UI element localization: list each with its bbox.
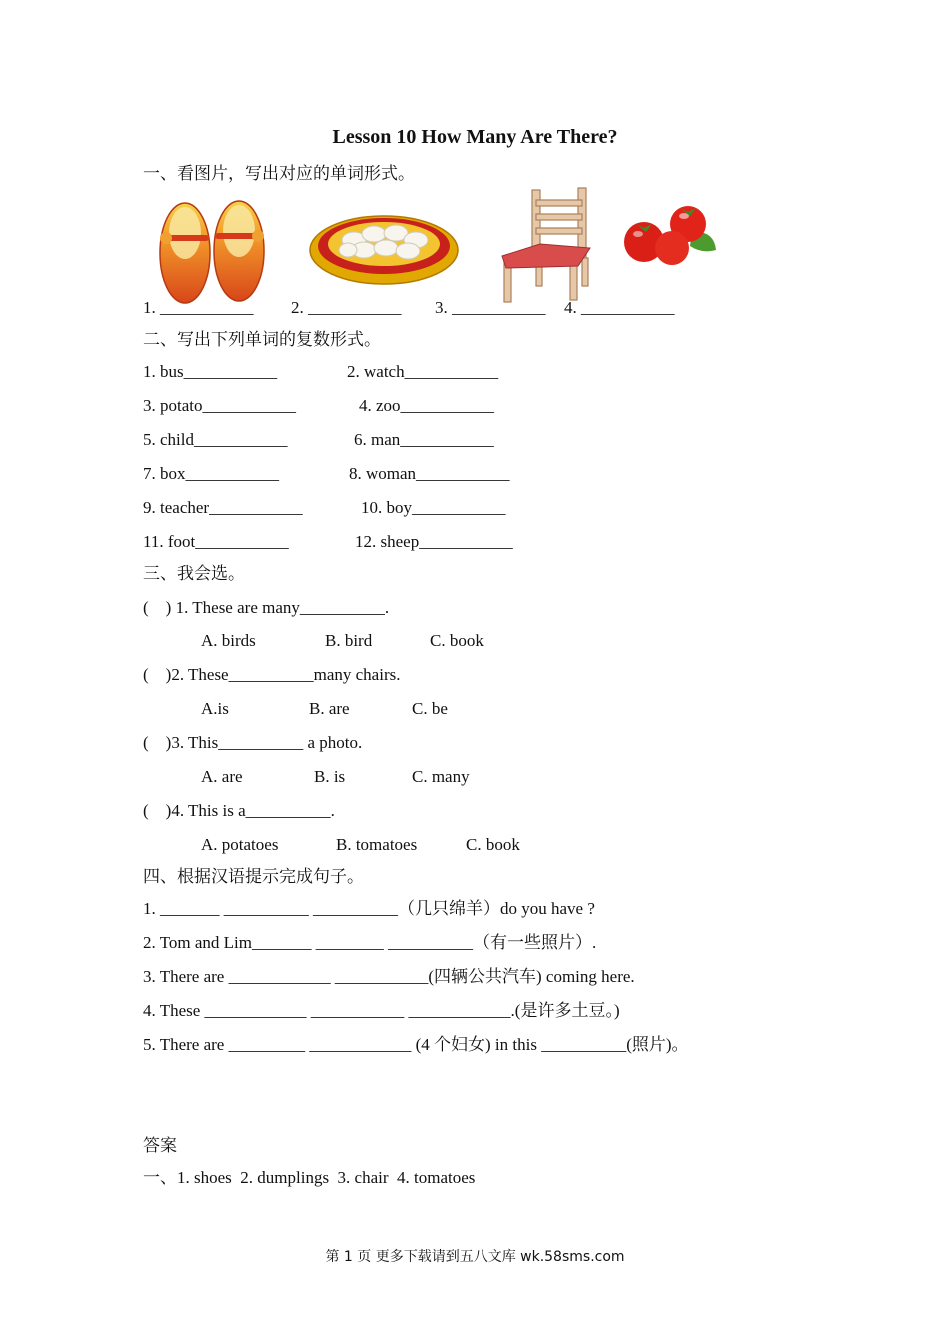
plural-item[interactable]: 5. child___________ [143, 430, 288, 449]
plural-item[interactable]: 6. man___________ [354, 430, 494, 449]
section2-heading: 二、写出下列单词的复数形式。 [143, 330, 381, 349]
section4-heading: 四、根据汉语提示完成句子。 [143, 867, 364, 886]
blank-2[interactable]: 2. ___________ [291, 298, 402, 317]
option[interactable]: A. potatoes [201, 835, 279, 854]
section3-heading: 三、我会选。 [143, 564, 245, 583]
question-stem[interactable]: ( ) 1. These are many__________. [143, 598, 390, 617]
page-footer: 第 1 页 更多下载请到五八文库 wk.58sms.com [325, 1249, 625, 1265]
plural-item[interactable]: 1. bus___________ [143, 362, 278, 381]
option[interactable]: B. tomatoes [336, 835, 418, 854]
question-stem[interactable]: ( )2. These__________many chairs. [143, 665, 401, 684]
sentence[interactable]: 3. There are ____________ ___________(四辆公共汽车) coming here. [143, 967, 635, 986]
option[interactable]: C. book [466, 835, 520, 854]
blank-4[interactable]: 4. ___________ [564, 298, 675, 317]
page-title: Lesson 10 How Many Are There? [332, 126, 618, 148]
sentence[interactable]: 1. _______ __________ __________（几只绵羊）do you have ? [143, 899, 595, 918]
section1-heading: 一、看图片，写出对应的单词形式。 [143, 164, 415, 183]
option[interactable]: B. are [309, 699, 350, 718]
answers-heading: 答案 [143, 1136, 177, 1155]
option[interactable]: A. are [201, 767, 243, 786]
dumplings-image [308, 206, 460, 286]
shoes-image [155, 195, 270, 307]
option[interactable]: A. birds [201, 631, 256, 650]
sentence[interactable]: 4. These ____________ ___________ ____________.(是许多土豆。) [143, 1001, 620, 1020]
plural-item[interactable]: 12. sheep___________ [355, 532, 513, 551]
option[interactable]: C. many [412, 767, 470, 786]
plural-item[interactable]: 9. teacher___________ [143, 498, 303, 517]
option[interactable]: C. be [412, 699, 448, 718]
option[interactable]: B. bird [325, 631, 373, 650]
plural-item[interactable]: 2. watch___________ [347, 362, 499, 381]
question-stem[interactable]: ( )4. This is a__________. [143, 801, 335, 820]
tomatoes-image [622, 202, 720, 270]
option[interactable]: C. book [430, 631, 484, 650]
option[interactable]: A.is [201, 699, 229, 718]
plural-item[interactable]: 8. woman___________ [349, 464, 510, 483]
plural-item[interactable]: 10. boy___________ [361, 498, 506, 517]
blank-3[interactable]: 3. ___________ [435, 298, 546, 317]
plural-item[interactable]: 7. box___________ [143, 464, 279, 483]
plural-item[interactable]: 3. potato___________ [143, 396, 296, 415]
blank-1[interactable]: 1. ___________ [143, 298, 254, 317]
sentence[interactable]: 5. There are _________ ____________ (4 个妇女) in this __________(照片)。 [143, 1035, 689, 1054]
plural-item[interactable]: 11. foot___________ [143, 532, 289, 551]
plural-item[interactable]: 4. zoo___________ [359, 396, 495, 415]
chair-image [500, 186, 592, 304]
answers-line: 一、1. shoes 2. dumplings 3. chair 4. tomatoes [143, 1168, 476, 1187]
question-stem[interactable]: ( )3. This__________ a photo. [143, 733, 363, 752]
sentence[interactable]: 2. Tom and Lim_______ ________ __________（有一些照片）. [143, 933, 597, 952]
option[interactable]: B. is [314, 767, 346, 786]
